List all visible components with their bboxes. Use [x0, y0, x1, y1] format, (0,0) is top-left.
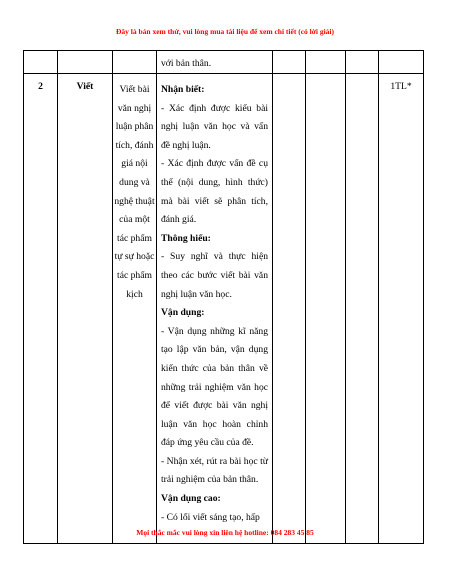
requirement-item: - Có lối viết sáng tạo, hấp	[161, 511, 260, 523]
requirement-item: - Suy nghĩ và thực hiện theo các bước viết bài văn nghị luận văn học.	[161, 251, 268, 300]
question-count: 1TL*	[379, 74, 424, 544]
section-heading: Nhận biết:	[161, 84, 205, 95]
section-heading: Vận dụng cao:	[161, 493, 221, 505]
continuation-row	[24, 51, 424, 74]
row-topic: Viết	[58, 74, 113, 544]
empty-cell	[346, 74, 379, 544]
row-unit: Viết bài văn nghị luận phân tích, đánh giá nội dung và nghệ thuật của một tác phẩm tự sự hoặc tác phẩm kịch	[113, 74, 157, 544]
preview-banner: Đây là bản xem thử, vui lòng mua tài liệu để xem chi tiết (có lời giải)	[115, 27, 335, 36]
section-heading: Thông hiểu:	[161, 232, 211, 244]
requirement-item: - Xác định được kiểu bài nghị luận văn học và vấn đề nghị luận.	[161, 102, 268, 151]
requirement-item: - Vận dụng những kĩ năng tạo lập văn bản, vận dụng kiến thức của bản thân về những trải nghiệm văn học để viết được bài văn nghị luận văn học hoàn chỉnh đáp ứng yêu cầu của đề.	[161, 325, 268, 449]
empty-cell	[306, 74, 346, 544]
section-heading: Vận dụng:	[161, 307, 205, 319]
empty-cell	[273, 74, 306, 544]
requirements-cell	[157, 74, 273, 544]
table-row	[24, 74, 424, 544]
hotline-banner: Mọi thắc mắc vui lòng xin liên hệ hotline: 084 283 45 85	[136, 528, 314, 537]
requirement-item: - Nhận xét, rút ra bài học từ trải nghiệm của bản thân.	[161, 455, 268, 486]
row-number: 2	[24, 74, 58, 544]
continuation-text: với bản thân.	[157, 51, 273, 74]
specification-table	[23, 50, 424, 544]
requirement-item: - Xác định được vấn đề cụ thể (nội dung, hình thức) mà bài viết sẽ phân tích, đánh giá.	[161, 158, 268, 226]
